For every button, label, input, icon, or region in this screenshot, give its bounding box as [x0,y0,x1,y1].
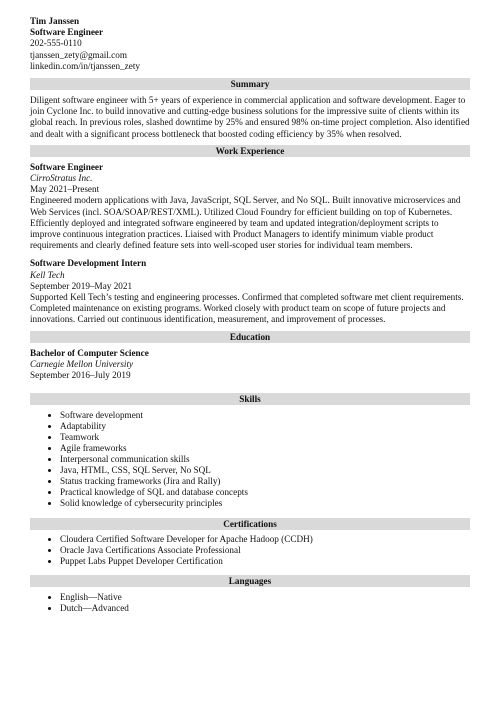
skill-item: • Status tracking frameworks (Jira and Rally) [60,476,470,487]
skills-heading: Skills [30,393,470,405]
school: Carnegie Mellon University [30,358,134,369]
job-dates: September 2019–May 2021 [30,280,133,291]
skill-item: • Agile frameworks [60,443,470,454]
job-company: Kell Tech [30,269,65,280]
resume-header [30,16,470,72]
languages-heading: Languages [30,575,470,587]
certification-item: • Oracle Java Certifications Associate Professional [60,545,470,556]
job-description: Supported Kell Tech’s testing and engineering processes. Confirmed that completed software met client requirements. Completed maintenance on existing programs. Worked closely with product team on scope of future projects and innovations. Carried out continuous identification, measurement, and improvement of processes. [30,292,464,325]
job-title: Software Engineer [30,161,104,172]
job-entry [30,258,470,325]
education-dates: September 2016–July 2019 [30,370,131,381]
skills-list [30,410,470,509]
job-dates: May 2021–Present [30,184,100,195]
skill-item: • Teamwork [60,432,470,443]
summary-heading: Summary [30,78,470,90]
job-description: Engineered modern applications with Java, JavaScript, SQL Server, and No SQL. Built innovative microservices and Web Services (incl. SOA/SOAP/REST/XML). Utilized Cloud Foundry for efficient building on top of Kubernetes. Efficiently deployed and integrated software engineered by team and updated integration/deployment scripts to improve continuous integration practices. Liaised with Product Managers to identify minimum viable product requirements and clearly defined feature sets into well-scoped user stories for individual team members. [30,195,461,251]
language-item: • Dutch—Advanced [60,603,470,614]
languages-list [30,592,470,614]
skill-item: • Interpersonal communication skills [60,454,470,465]
degree: Bachelor of Computer Science [30,347,149,358]
education-entry [30,348,470,382]
language-item: • English—Native [60,592,470,603]
skill-item: • Java, HTML, CSS, SQL Server, No SQL [60,465,470,476]
skill-item: • Adaptability [60,421,470,432]
job-company: CirroStratus Inc. [30,173,93,184]
summary-text: Diligent software engineer with 5+ years of experience in commercial application and software development. Eager to join Cyclone Inc. to build innovative and cutting-edge business solutions for the impressive suite of clients within its global reach. In previous roles, slashed downtime by 25% and ensured 98% on-time project completion. Also identified and dealt with a significant process bottleneck that boosted coding efficiency by 35% when resolved. [30,95,470,139]
education-heading: Education [30,331,470,343]
certifications-heading: Certifications [30,518,470,530]
certification-item: • Puppet Labs Puppet Developer Certification [60,556,470,567]
certification-item: • Cloudera Certified Software Developer for Apache Hadoop (CCDH) [60,534,470,545]
skill-item: • Solid knowledge of cybersecurity principles [60,498,470,509]
candidate-name: Tim Janssen [30,16,80,26]
job-entry [30,162,470,252]
certifications-list [30,534,470,567]
work-experience-heading: Work Experience [30,145,470,157]
linkedin-url: linkedin.com/in/tjanssen_zety [30,60,140,71]
phone-number: 202-555-0110 [30,38,82,49]
job-title: Software Development Intern [30,258,147,269]
skill-item: • Software development [60,410,470,421]
skill-item: • Practical knowledge of SQL and database concepts [60,487,470,498]
candidate-title: Software Engineer [30,27,104,38]
email-address: tjanssen_zety@gmail.com [30,49,127,60]
